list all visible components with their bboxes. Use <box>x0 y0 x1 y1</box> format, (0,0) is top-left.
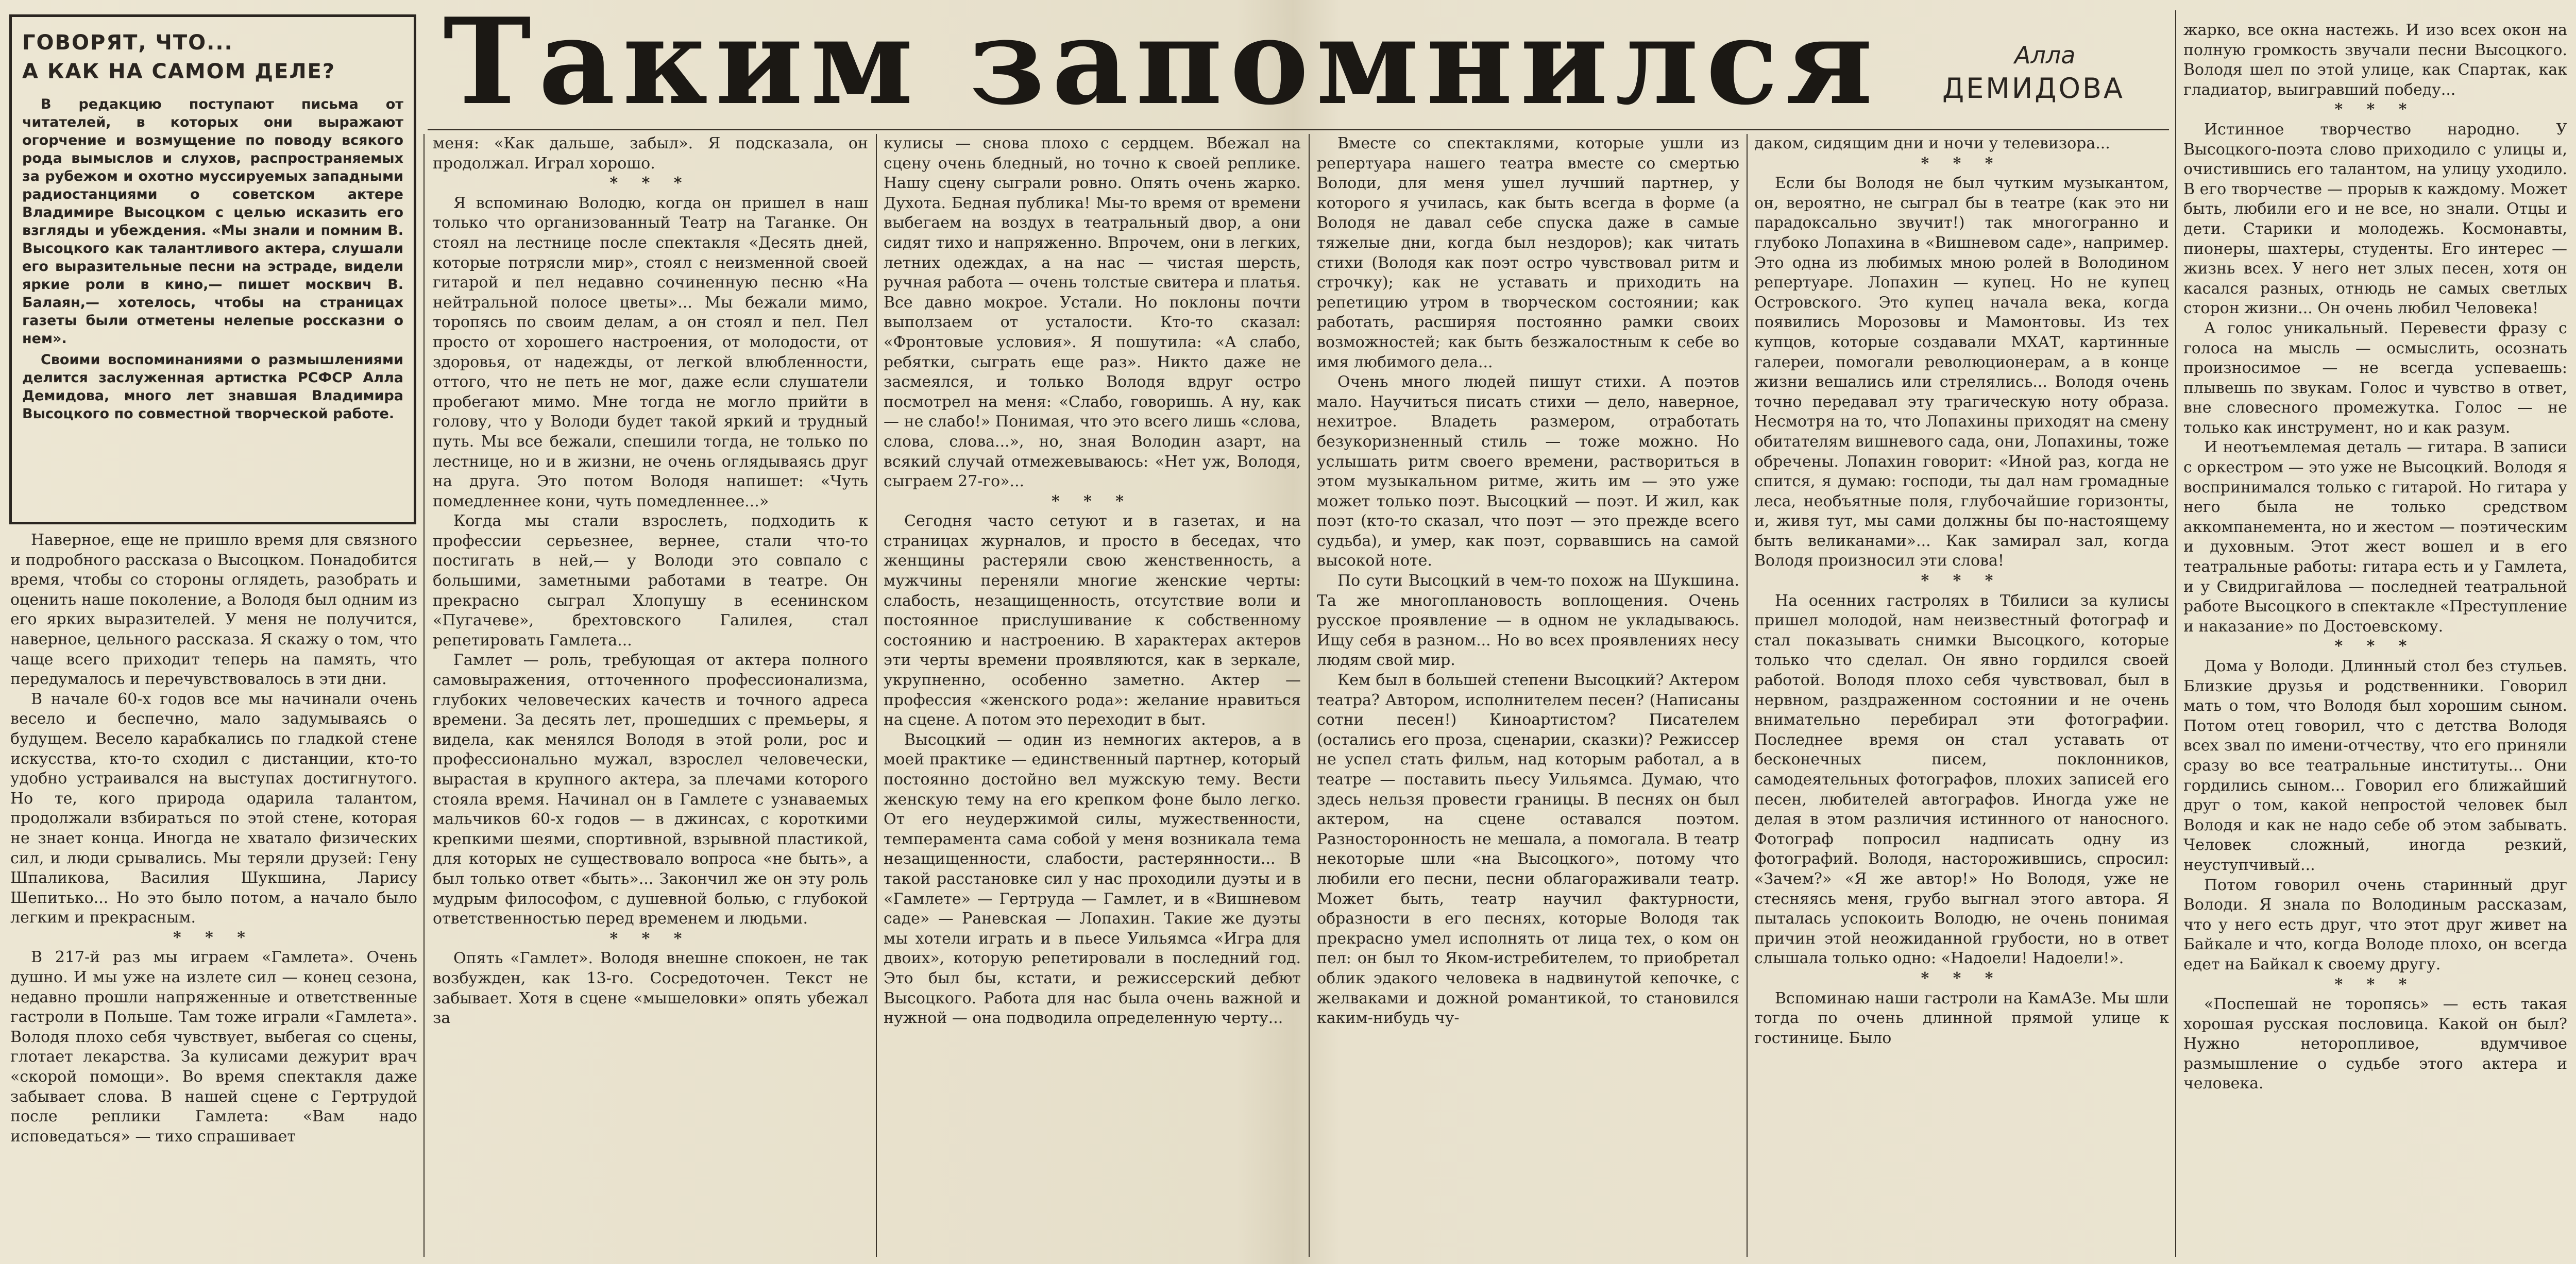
editorial-note-paragraph: В редакцию поступают письма от читателей, в которых они выражают огорчение и возмущение по поводу всякого рода вымыслов и слухов, распространяемых за рубежом и охотно муссируемых западными радиостанциями о советском актере Владимире Высоцком с целью исказить его взгляды и убеждения. «Мы знали и помним В. Высоцкого как талантливого актера, слушали его выразительные песни на эстраде, видели яркие роли в кино,— пишет москвич В. Балаян,— хотелось, чтобы на страницах газеты были отметены нелепые россказни о нем». <box>22 96 403 347</box>
editorial-note-body <box>22 95 403 423</box>
paragraph: Вспоминаю наши гастроли на КамАЗе. Мы шли тогда по очень длинной прямой улице к гостинице. Было <box>1754 989 2169 1047</box>
editorial-note-title-2: А КАК НА САМОМ ДЕЛЕ? <box>22 60 336 83</box>
paragraph: И неотъемлемая деталь — гитара. В записи с оркестром — это уже не Высоцкий. Володя я воспринимался только с гитарой. Но гитара у него была не только средством аккомпанемента, но и жестом — поэтическим и духовным. Этот жест вошел и в его театральные работы: гитара есть и у Гамлета, и у Свидригайлова — последней театральной работе Высоцкого в спектакле «Преступление и наказание» по Достоевскому. <box>2183 438 2567 636</box>
editorial-note-title-1: ГОВОРЯТ, ЧТО... <box>22 31 233 55</box>
paragraph: Очень много людей пишут стихи. А поэтов мало. Научиться писать стихи — дело, наверное, нехитрое. Владеть размером, отработать безукоризненный стиль — тоже можно. Но услышать ритм своего времени, раствориться в этом музыкальном ритме, жить им — это уже может только поэт. Высоцкий — поэт. И жил, как поэт (кто-то сказал, что поэт — это прежде всего судьба), и умер, как поэт, сорвавшись на самой высокой ноте. <box>1317 373 1739 570</box>
author-first-name: Алла <box>2014 41 2076 69</box>
paragraph: Наверное, еще не пришло время для связного и подробного рассказа о Высоцком. Понадобится время, чтобы со стороны оглядеть, разобрать и оценить наше поколение, а Володя был одним из его ярких выразителей. У меня не получится, наверное, цельного рассказа. Я скажу о том, что чаще всего приходит теперь на память, что передумалось и перечувствовалось в эти дни. <box>10 531 417 689</box>
column-divider <box>2175 10 2176 1257</box>
paragraph: Высоцкий — один из немногих актеров, а в моей практике — единственный партнер, который постоянно достойно вел мужскую тему. Вести женскую тему на его крепком фоне было легко. От его неудержимой силы, мужественности, темперамента сама собой у меня возникала тема незащищенности, слабости, растерянности... В такой расстановке сил у нас проходили дуэты и в «Гамлете» — Гертруда — Гамлет, и в «Вишневом саде» — Раневская — Лопахин. Такие же дуэты мы хотели играть и в пьесе Уильямса «Игра для двоих», которую репетировали в последний год. Это был бы, кстати, и режиссерский дебют Высоцкого. Работа для нас была очень важной и нужной — она подводила определенную черту... <box>884 730 1301 1028</box>
author-last-name: ДЕМИДОВА <box>1942 72 2125 105</box>
article-column-1 <box>10 531 417 1257</box>
editorial-note-box <box>9 14 416 524</box>
column-divider <box>423 134 425 1257</box>
article-column-4 <box>1317 134 1739 1257</box>
paragraph: жарко, все окна настежь. И изо всех окон на полную громкость звучали песни Высоцкого. Володя шел по этой улице, как Спартак, как гладиатор, выигравший победу... <box>2183 21 2567 99</box>
paragraph: А голос уникальный. Перевести фразу с голоса на мысль — осмыслить, осознать произносимое — не всегда успеваешь: плывешь по звукам. Голос и чувство в ответ, вне словесного промежутка. Голос — не только как инструмент, но и как разум. <box>2183 319 2567 437</box>
paragraph: По сути Высоцкий в чем-то похож на Шукшина. Та же многоплановость воплощения. Очень русское проявление — в одном не укладываюсь. Ищу себя в разном... Но во всех проявлениях несу людям свой мир. <box>1317 572 1739 670</box>
paragraph: Если бы Володя не был чутким музыкантом, он, вероятно, не сыграл бы в театре (как это ни парадоксально звучит!) так многогранно и глубоко Лопахина в «Вишневом саде», например. Это одна из любимых мною ролей в Володином репертуаре. Лопахин — купец. Но не купец Островского. Это купец начала века, когда появились Морозовы и Мамонтовы. Из тех купцов, которые создавали МХАТ, картинные галереи, помогали революционерам, а в конце жизни вешались или стрелялись... Володя очень точно передавал эту трагическую ноту образа. Несмотря на то, что Лопахины приходят на смену обитателям вишневого сада, они, Лопахины, тоже обречены. Лопахин говорит: «Иной раз, когда не спится, я думаю: господи, ты дал нам громадные леса, необъятные поля, глубочайшие горизонты, и, живя тут, мы сами должны бы по-настоящему быть великанами»... Как замирал зал, когда Володя произносил эти слова! <box>1754 174 2169 570</box>
column-divider <box>876 134 877 1257</box>
paragraph: Истинное творчество народно. У Высоцкого-поэта слово приходило с улицы и, очистившись его талантом, на улицу уходило. В его творчестве — прорыв к каждому. Может быть, любили его и не все, но знали. Отцы и дети. Старики и молодежь. Космонавты, пионеры, шахтеры, студенты. Его интерес — жизнь всех. У него нет злых песен, хотя он касался разных, отнюдь не самых светлых сторон жизни... Он очень любил Человека! <box>2183 120 2567 318</box>
paragraph: «Поспешай не торопясь» — есть такая хорошая русская пословица. Какой он был? Нужно неторопливое, вдумчивое размышление о судьбе этого актера и человека. <box>2183 995 2567 1093</box>
article-headline: Таким запомнился <box>443 0 1880 129</box>
section-separator: * * * <box>1921 154 2003 173</box>
section-separator: * * * <box>1921 572 2003 590</box>
paragraph: Кем был в большей степени Высоцкий? Актером театра? Автором, исполнителем песен? (Написаны сотни песен!) Киноартистом? Писателем (остались его проза, сценарии, сказки)? Режиссер не успел стать фильм, над которым работал, а в театре — поставить пьесу Уильямса. Думаю, что здесь нельзя провести границы. В песнях он был актером, на сцене оставался поэтом. Разносторонность не мешала, а помогала. В театр некоторые шли «на Высоцкого», потому что любили его песни, песни облагораживали театр. Может быть, театр научил фактурности, образности в его песнях, которые Володя так прекрасно умел исполнять от лица тех, о ком он пел: он был то Яком-истребителем, то приобретал облик эдакого человека в надвинутой кепочке, с желваками и дожной романтикой, то становился каким-нибудь чу- <box>1317 671 1739 1028</box>
paragraph: кулисы — снова плохо с сердцем. Вбежал на сцену очень бледный, но точно к своей реплике. Нашу сцену сыграли ровно. Опять очень жарко. Духота. Бедная публика! Мы-то время от времени выбегаем на воздух в театральный двор, а они сидят тихо и напряженно. Впрочем, они в легких, летних одеждах, а на нас — чистая шерсть, ручная работа — очень толстые свитера и платья. Все давно мокрое. Устали. Но поклоны почти выползаем от усталости. Кто-то сказал: «Фронтовые условия». Я пошутила: «А слабо, ребятки, сыграть еще раз». Никто даже не засмеялся, и только Володя вдруг остро посмотрел на меня: «Слабо, говоришь. А ну, как — не слабо!» Понимая, что это всего лишь «слова, слова, слова...», но, зная Володин азарт, на всякий случай отмежевываюсь: «Нет уж, Володя, сыграем 27-го»... <box>884 134 1301 491</box>
section-separator: * * * <box>1052 492 1133 510</box>
paragraph: Вместе со спектаклями, которые ушли из репертуара нашего театра вместе со смертью Володи, для меня ушел лучший партнер, у которого я училась, как быть всегда в форме (а Володя не давал себе спуска даже в самые тяжелые дни, когда был нездоров); как читать стихи (Володя как поэт остро чувствовал ритм и строчку); как не уставать и приходить на репетицию утром в творческом состоянии; как работать, расширяя постоянно рамки своих возможностей; как быть безжалостным к себе во имя любимого дела... <box>1317 134 1739 371</box>
section-separator: * * * <box>1921 969 2003 987</box>
paragraph: меня: «Как дальше, забыл». Я подсказала, он продолжал. Играл хорошо. <box>433 134 868 173</box>
paragraph: В 217-й раз мы играем «Гамлета». Очень душно. И мы уже на излете сил — конец сезона, недавно прошли напряженные и ответственные гастроли в Польше. Там тоже играли «Гамлета». Володя плохо себя чувствует, выбегая со сцены, глотает лекарства. За кулисами дежурит врач «скорой помощи». Во время спектакля даже забывает слова. В нашей сцене с Гертрудой после реплики Гамлета: «Вам надо исповедаться» — тихо спрашивает <box>10 948 417 1146</box>
section-separator: * * * <box>609 929 691 948</box>
article-column-3 <box>884 134 1301 1257</box>
column-divider <box>1309 134 1310 1257</box>
section-separator: * * * <box>609 174 691 193</box>
paragraph: На осенних гастролях в Тбилиси за кулисы пришел молодой, нам неизвестный фотограф и стал показывать снимки Высоцкого, которые только что сделал. Он явно гордился своей работой. Володя плохо себя чувствовал, был в нервном, раздраженном состоянии и не очень внимательно перебирал эти фотографии. Последнее время он стал уставать от бесконечных писем, поклонников, самодеятельных фотографов, плохих записей его песен, любителей автографов. Иногда уже не делая в этом различия истинного от наносного. Фотограф попросил надписать одну из фотографий. Володя, насторожившись, спросил: «Зачем?» «Я же автор!» Но Володя, уже не стесняясь меня, грубо выгнал этого автора. Я пыталась успокоить Володю, не очень понимая причин этой неожиданной грубости, но в ответ слышала только одно: «Надоели! Надоели!». <box>1754 591 2169 968</box>
paragraph: Потом говорил очень старинный друг Володи. Я знала по Володиным рассказам, что у него есть друг, что этот друг живет на Байкале и что, когда Володе плохо, он всегда едет на Байкал к своему другу. <box>2183 876 2567 973</box>
article-column-2 <box>433 134 868 1257</box>
article-column-5 <box>1754 134 2169 1257</box>
paragraph: В начале 60-х годов все мы начинали очень весело и беспечно, мало задумываясь о будущем. Весело карабкались по гладкой стене искусства, кто-то сходил с дистанции, кто-то удобно устраивался на выступах достигнутого. Но те, кого природа одарила талантом, продолжали взбираться по этой стене, которая не знает конца. Иногда не хватало физических сил, и люди срывались. Мы теряли друзей: Гену Шпаликова, Василия Шукшина, Ларису Шепитько... Но это было потом, а начало было легким и прекрасным. <box>10 690 417 927</box>
headline-rule <box>428 129 2169 130</box>
paragraph: Когда мы стали взрослеть, подходить к профессии серьезнее, вернее, стали что-то постигать в ней,— у Володи это совпало с большими, заметными работами в театре. Он прекрасно сыграл Хлопушу в есенинском «Пугачеве», брехтовского Галилея, стал репетировать Гамлета... <box>433 512 868 650</box>
section-separator: * * * <box>2334 975 2416 994</box>
editorial-note-paragraph: Своими воспоминаниями о размышлениями делится заслуженная артистка РСФСР Алла Демидова, много лет знавшая Владимира Высоцкого по совместной творческой работе. <box>22 352 403 422</box>
section-separator: * * * <box>173 928 255 947</box>
article-column-6 <box>2183 21 2567 1257</box>
paragraph: Опять «Гамлет». Володя внешне спокоен, не так возбужден, как 13-го. Сосредоточен. Текст не забывает. Хотя в сцене «мышеловки» опять убежал за <box>433 949 868 1028</box>
paragraph: Я вспоминаю Володю, когда он пришел в наш только что организованный Театр на Таганке. Он стоял на лестнице после спектакля «Десять дней, которые потрясли мир», стоял с неизменной своей гитарой и пел недавно сочиненную песню «На нейтральной полосе цветы»... Мы бежали мимо, торопясь по своим делам, а он стоял и пел. Пел просто от хорошего настроения, от молодости, от здоровья, от надежды, от легкой влюбленности, оттого, что не петь не мог, даже если слушатели пробегают мимо. Мне тогда не могло прийти в голову, что у Володи будет такой яркий и трудный путь. Мы все бежали, спешили тогда, не только по лестнице, но и в жизни, не очень оглядываясь друг на друга. Это потом Володя напишет: «Чуть помедленнее кони, чуть помедленнее...» <box>433 194 868 510</box>
paragraph: даком, сидящим дни и ночи у телевизора... <box>1754 134 2110 152</box>
paragraph: Гамлет — роль, требующая от актера полного самовыражения, отточенного профессионализма, глубоких человеческих качеств и точного адреса времени. За десять лет, прошедших с премьеры, я видела, как менялся Володя в этой роли, рос и профессионально мужал, взрослел человечески, вырастая в крупного актера, за плечами которого стояла время. Начинал он в Гамлете с узнаваемых мальчиков 60-х годов — в джинсах, с короткими крепкими шеями, спортивной, взрывной пластикой, для которых не существовало вопроса «не быть», а был только ответ «быть»... Закончил же он эту роль мудрым философом, с душевной болью, с глубокой ответственностью перед временем и людьми. <box>433 651 868 928</box>
column-divider <box>1747 134 1748 1257</box>
section-separator: * * * <box>2334 637 2416 656</box>
paragraph: Сегодня часто сетуют и в газетах, и на страницах журналов, и просто в беседах, что женщины растеряли свою женственность, а мужчины переняли многие женские черты: слабость, незащищенность, отсутствие воли и постоянное прислушивание к собственному состоянию и настроению. В характерах актеров эти черты времени проявляются, как в зеркале, укрупненно, особенно заметно. Актер — профессия «женского рода»: желание нравиться на сцене. А потом это переходит в быт. <box>884 512 1301 729</box>
paragraph: Дома у Володи. Длинный стол без стульев. Близкие друзья и родственники. Говорил мать о том, что Володя был хорошим сыном. Потом отец говорил, что с детства Володя всех звал по имени-отчеству, что его приняли сразу во все театральные институты... Они гордились сыном... Говорил его ближайший друг о том, какой непростой человек был Володя и как не надо себе об этом забывать. Человек сложный, иногда резкий, неуступчивый... <box>2183 657 2567 874</box>
section-separator: * * * <box>2334 100 2416 119</box>
